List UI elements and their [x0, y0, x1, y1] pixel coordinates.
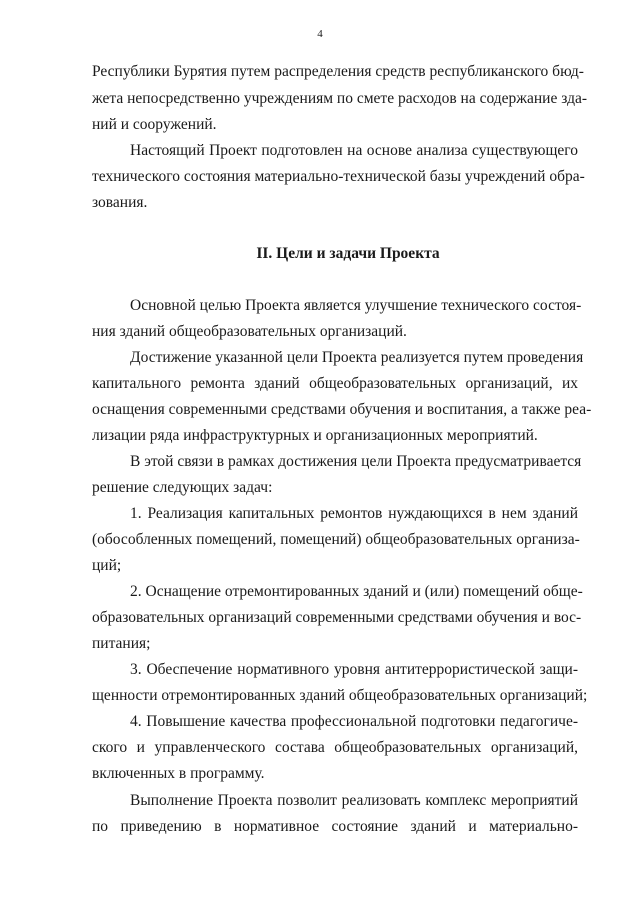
- text-line: капитального ремонта зданий общеобразовательных организаций, их: [92, 375, 578, 392]
- text-line: жета непосредственно учреждениям по смете расходов на содержание зда-: [92, 90, 587, 107]
- text-line: включенных в программу.: [92, 765, 265, 782]
- text-line: Основной целью Проекта является улучшение технического состоя-: [130, 297, 582, 314]
- text-line: оснащения современными средствами обучения и воспитания, а также реа-: [92, 401, 592, 418]
- text-line: ций;: [92, 557, 122, 574]
- text-line: зования.: [92, 194, 148, 211]
- text-line: питания;: [92, 635, 151, 652]
- text-line: В этой связи в рамках достижения цели Проекта предусматривается: [130, 453, 582, 470]
- text-line: Республики Бурятия путем распределения средств республиканского бюд-: [92, 63, 584, 80]
- text-line: технического состояния материально-технической базы учреждений обра-: [92, 168, 585, 185]
- text-line: лизации ряда инфраструктурных и организационных мероприятий.: [92, 427, 538, 444]
- text-line: 3. Обеспечение нормативного уровня антитеррористической защи-: [130, 661, 578, 678]
- text-line: 1. Реализация капитальных ремонтов нуждающихся в нем зданий: [130, 505, 578, 522]
- text-line: Достижение указанной цели Проекта реализуется путем проведения: [130, 349, 584, 366]
- text-line: образовательных организаций современными средствами обучения и вос-: [92, 609, 582, 626]
- text-line: (обособленных помещений, помещений) общеобразовательных организа-: [92, 531, 580, 548]
- text-line: 4. Повышение качества профессиональной подготовки педагогиче-: [130, 713, 578, 730]
- text-line: ний и сооружений.: [92, 116, 217, 133]
- text-line: Выполнение Проекта позволит реализовать комплекс мероприятий: [130, 792, 578, 809]
- text-line: ского и управленческого состава общеобразовательных организаций,: [92, 739, 578, 756]
- section-heading: II. Цели и задачи Проекта: [256, 245, 440, 262]
- text-line: щенности отремонтированных зданий общеобразовательных организаций;: [92, 687, 588, 704]
- text-line: 2. Оснащение отремонтированных зданий и (или) помещений обще-: [130, 583, 583, 600]
- text-line: по приведению в нормативное состояние зданий и материально-: [92, 818, 578, 835]
- page-number: 4: [317, 28, 323, 40]
- text-line: Настоящий Проект подготовлен на основе анализа существующего: [130, 142, 578, 159]
- text-line: ния зданий общеобразовательных организаций.: [92, 323, 407, 340]
- text-line: решение следующих задач:: [92, 479, 273, 496]
